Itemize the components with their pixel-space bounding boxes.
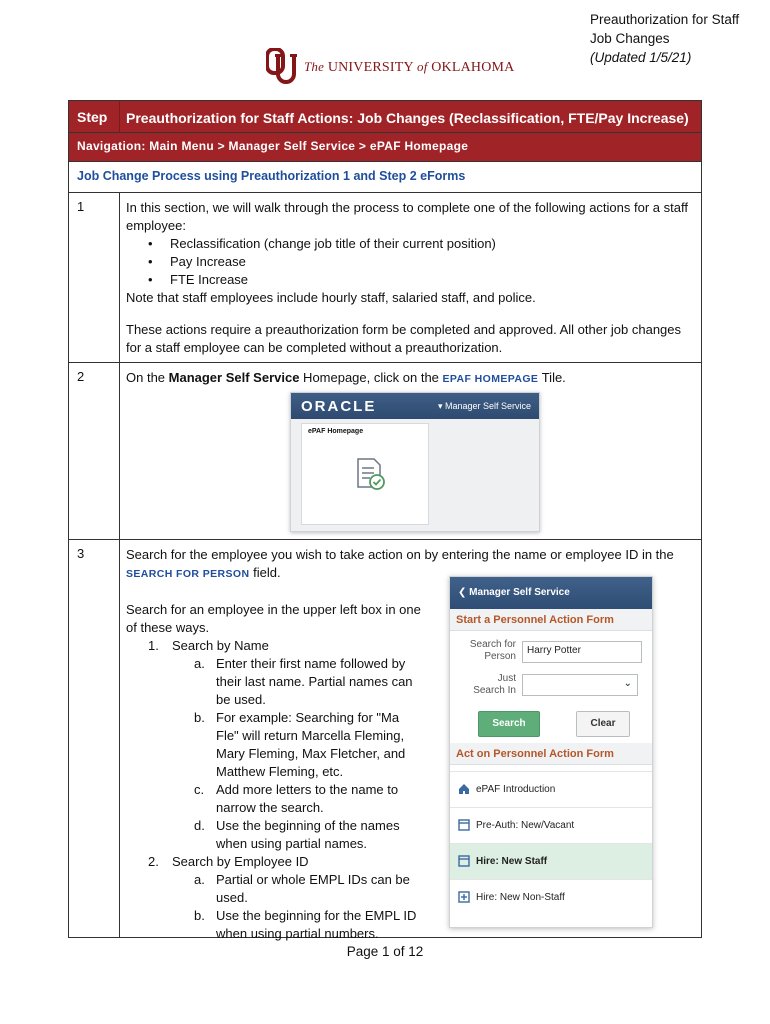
document-title-block [590,10,739,67]
menu-item-epaf-introduction[interactable]: ePAF Introduction [450,771,653,807]
mss-title: Manager Self Service [469,587,570,598]
epaf-homepage-term: EPAF HOMEPAGE [442,373,539,385]
search-for-person-term: SEARCH FOR PERSON [126,568,250,580]
university-logo [266,48,514,86]
step-column-header: Step [69,101,120,132]
tile-label: ePAF Homepage [308,428,364,435]
document-check-icon [352,456,388,492]
step-number: 2 [69,363,120,539]
just-search-in-label: Just Search In [473,673,516,696]
add-form-icon [458,891,470,903]
page-number: Page 1 of 12 [346,944,424,959]
list-item: • FTE Increase [170,271,693,289]
step-content: Search for the employee you wish to take action on by entering the name or employee ID in the SEARCH FOR PERSON field. Search for an employee in the upper left box in one of these ways. 1. Search by Name a. Enter their first name followed by their last name. Partial names can be used. b. For example: Searching for "Ma Fle" will return Marcella Fleming, Mary Fleming, Max Fletcher, and Matthew Fleming, etc. c. Add more letters to the name to narrow the search. d. Use the beginning of the names when using partial names. 2. Search by Employee ID a. Partial or whole EMPL IDs can be used. b. Use the beginning for the EMPL ID when using partial numbers. [126,547,674,941]
search-for-person-label: Search for Person [469,639,516,662]
table-row [69,192,701,362]
start-paf-section-header: Start a Personnel Action Form [450,609,652,631]
ou-monogram-icon [266,48,300,86]
step-number: 1 [69,193,120,362]
step-paragraph: These actions require a preauthorization form be completed and approved. All other job changes for a staff employee can be completed without a preauthorization. [126,322,682,355]
search-instructions: Search for an employee in the upper left box in one of these ways. 1. Search by Name a. Enter their first name followed by their last name. Partial names can be used. b. For example: Searching for "Ma Fle" will return Marcella Fleming, Mary Fleming, Max Fletcher, and Matthew Fleming, etc. c. Add more letters to the name to narrow the search. d. Use the beginning of the names when using partial names. 2. Search by Employee ID a. Partial or whole EMPL IDs can be used. b. Use the beginning for the EMPL ID when using partial numbers. [126,602,421,941]
list-item: • Reclassification (change job title of their current position) [170,235,693,253]
mss-title-bar [450,577,652,609]
just-search-in-select[interactable] [522,674,638,696]
menu-item-hire-new-staff[interactable]: Hire: New Staff [450,843,653,879]
manager-self-service-screenshot [449,576,653,928]
search-person-input[interactable]: Harry Potter [522,641,642,663]
step-note: Note that staff employees include hourly staff, salaried staff, and police. [126,290,536,305]
step-content [120,193,701,362]
procedure-title: Preauthorization for Staff Actions: Job Changes (Reclassification, FTE/Pay Increase) [126,110,689,126]
form-icon [458,819,470,831]
home-icon [458,783,470,795]
form-icon [458,855,470,867]
doc-title-line2: Job Changes [590,31,670,46]
epaf-homepage-tile[interactable] [301,423,429,525]
process-subheading: Job Change Process using Preauthorization 1 and Step 2 eForms [69,161,701,192]
manager-self-service-menu[interactable]: ▾ Manager Self Service [437,401,531,411]
menu-item-pre-auth-new-vacant[interactable]: Pre-Auth: New/Vacant [450,807,653,843]
university-wordmark: The UNIVERSITY of OKLAHOMA [304,58,515,75]
step-content: On the Manager Self Service Homepage, click on the EPAF HOMEPAGE Tile. [126,370,566,385]
doc-updated-date: (Updated 1/5/21) [590,50,692,65]
oracle-logo: ORACLE [301,398,377,415]
step-intro: In this section, we will walk through the process to complete one of the following actions for a staff employee: [126,200,688,233]
menu-item-hire-new-non-staff[interactable]: Hire: New Non-Staff [450,879,653,915]
search-by-name: Search by Name [172,638,269,653]
oracle-homepage-screenshot [290,392,540,532]
step-number: 3 [69,540,120,937]
act-on-paf-section-header: Act on Personnel Action Form [450,743,653,765]
search-button[interactable]: Search [478,711,540,737]
clear-button[interactable]: Clear [576,711,630,737]
chevron-down-icon: ⌄ [623,678,632,689]
doc-title-line1: Preauthorization for Staff [590,12,740,27]
oracle-banner [291,393,539,419]
action-list [126,235,693,289]
list-item: • Pay Increase [170,253,693,271]
back-chevron-icon[interactable]: ❮ [458,587,467,598]
navigation-row: Navigation: Main Menu > Manager Self Service > ePAF Homepage [69,132,701,161]
table-header-row [69,100,701,132]
search-by-employee-id: Search by Employee ID [172,854,309,869]
manager-self-service-term: Manager Self Service [168,370,300,385]
